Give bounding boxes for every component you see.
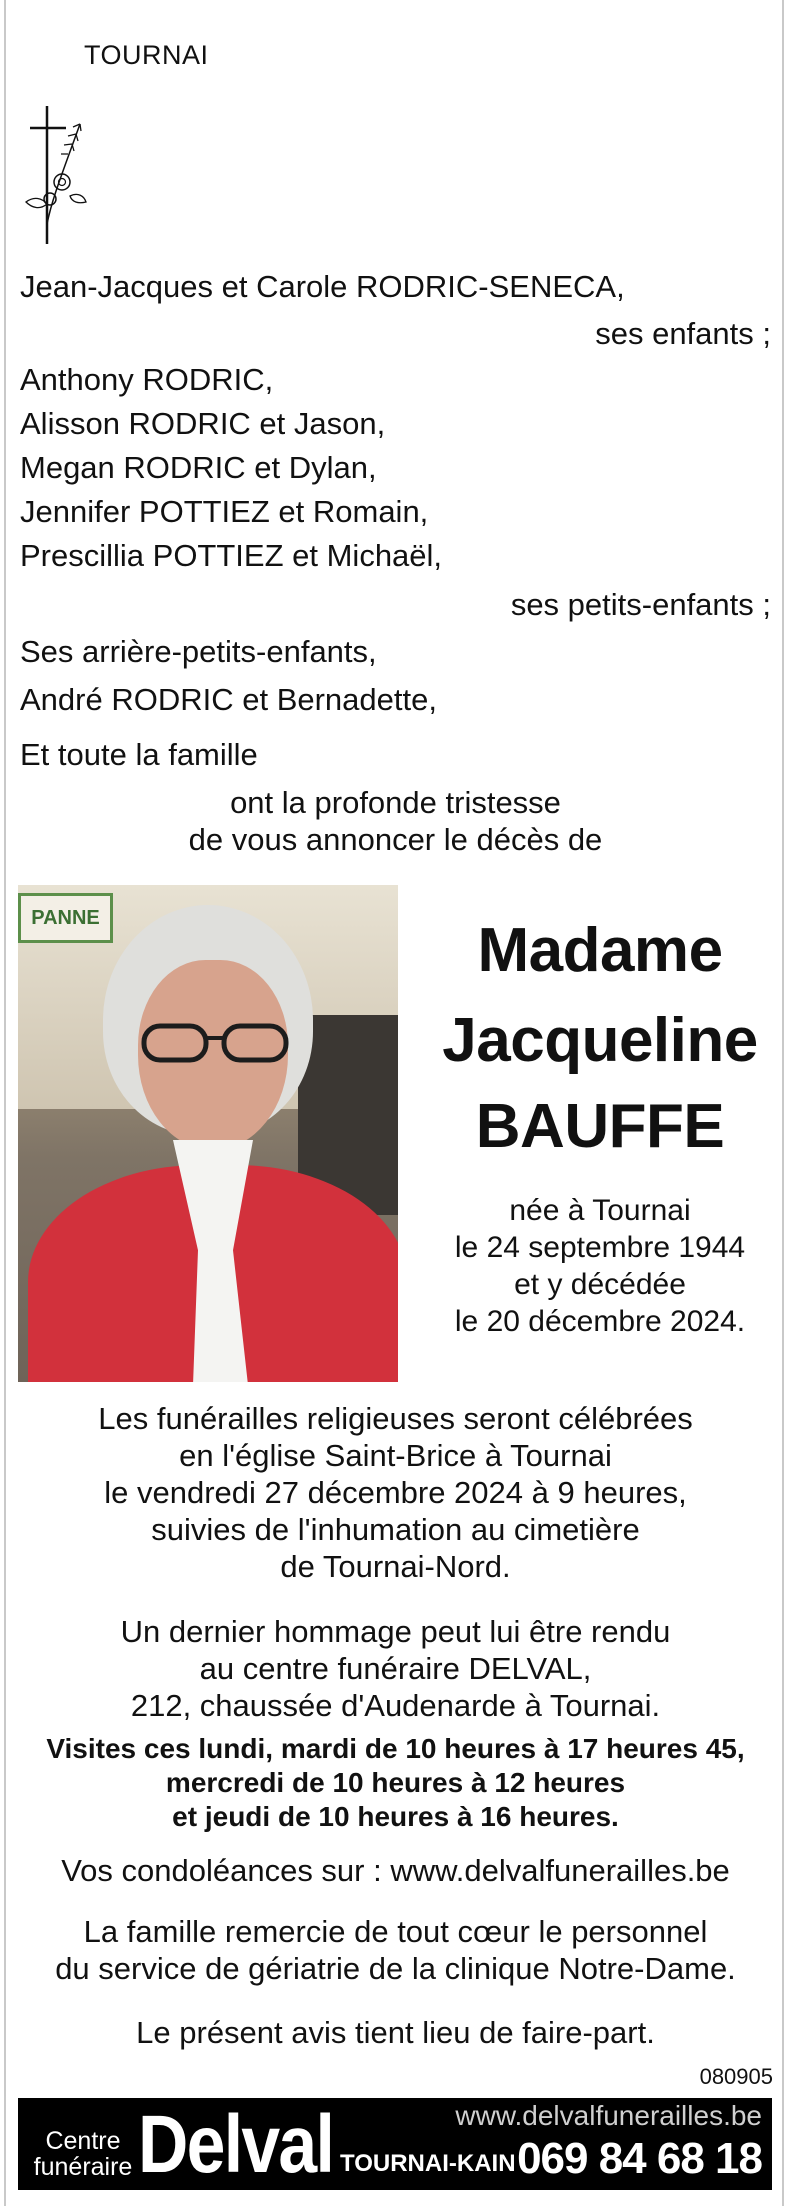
grandchild-name: Prescillia POTTIEZ et Michaël, bbox=[20, 538, 443, 573]
tribute-line: Un dernier hommage peut lui être rendu bbox=[120, 1614, 671, 1649]
city-heading: TOURNAI bbox=[84, 40, 209, 70]
deceased-last-name: BAUFFE bbox=[475, 1092, 725, 1161]
sibling-line: André RODRIC et Bernadette, bbox=[20, 682, 437, 717]
children-names: Jean-Jacques et Carole RODRIC-SENECA, bbox=[20, 269, 625, 304]
visits-line: et jeudi de 10 heures à 16 heures. bbox=[172, 1801, 619, 1832]
thanks-info bbox=[0, 1913, 791, 1987]
tribute-info bbox=[0, 1613, 791, 1724]
grandchild-name: Megan RODRIC et Dylan, bbox=[20, 450, 377, 485]
children-relation: ses enfants ; bbox=[595, 316, 771, 351]
thanks-line: du service de gériatrie de la clinique Notre-Dame. bbox=[55, 1951, 736, 1986]
family-line: Et toute la famille bbox=[20, 737, 258, 772]
grandchildren-relation: ses petits-enfants ; bbox=[510, 587, 771, 622]
announcement-line-1: ont la profonde tristesse bbox=[230, 785, 561, 820]
phone-number[interactable]: 069 84 68 18 bbox=[517, 2134, 762, 2183]
funeral-line: de Tournai-Nord. bbox=[280, 1549, 511, 1584]
death-place: et y décédée bbox=[514, 1268, 686, 1301]
death-date: le 20 décembre 2024. bbox=[454, 1305, 746, 1338]
announcement-line-2: de vous annoncer le décès de bbox=[188, 822, 603, 857]
location-label: TOURNAI-KAIN bbox=[340, 2150, 516, 2177]
funeral-line: le vendredi 27 décembre 2024 à 9 heures, bbox=[104, 1475, 687, 1510]
visits-line: Visites ces lundi, mardi de 10 heures à 17 heures 45, bbox=[46, 1733, 745, 1764]
grandchild-name: Alisson RODRIC et Jason, bbox=[20, 406, 386, 441]
funeral-home-banner bbox=[18, 2098, 772, 2190]
funeral-line: suivies de l'inhumation au cimetière bbox=[151, 1512, 640, 1547]
grandchild-name: Anthony RODRIC, bbox=[20, 362, 274, 397]
deceased-title: Madame bbox=[477, 916, 723, 985]
cross-with-flower-icon bbox=[22, 104, 88, 246]
tribute-line: 212, chaussée d'Audenarde à Tournai. bbox=[130, 1688, 661, 1723]
thanks-line: La famille remercie de tout cœur le personnel bbox=[83, 1914, 708, 1949]
website-link[interactable]: www.delvalfunerailles.be bbox=[455, 2100, 762, 2131]
deceased-first-name: Jacqueline bbox=[442, 1006, 758, 1075]
funeral-line: Les funérailles religieuses seront célébrées bbox=[98, 1401, 693, 1436]
birth-place: née à Tournai bbox=[509, 1194, 691, 1227]
brand-logo: Delval bbox=[138, 2099, 334, 2190]
great-grandchildren-line: Ses arrière-petits-enfants, bbox=[20, 634, 377, 669]
visiting-hours bbox=[0, 1732, 791, 1834]
centre-funeraire-label bbox=[28, 2128, 138, 2180]
notice-line: Le présent avis tient lieu de faire-part. bbox=[136, 2015, 655, 2050]
deceased-photo bbox=[18, 885, 398, 1382]
reference-number: 080905 bbox=[699, 2064, 773, 2089]
photo-sign: PANNE bbox=[18, 893, 113, 943]
visits-line: mercredi de 10 heures à 12 heures bbox=[165, 1767, 626, 1798]
funeral-info bbox=[0, 1400, 791, 1585]
centre-label-line: funéraire bbox=[33, 2153, 133, 2181]
funeral-line: en l'église Saint-Brice à Tournai bbox=[179, 1438, 612, 1473]
condolences-line: Vos condoléances sur : www.delvalfunerailles.be bbox=[61, 1853, 730, 1888]
centre-label-line: Centre bbox=[45, 2127, 121, 2155]
grandchild-name: Jennifer POTTIEZ et Romain, bbox=[20, 494, 429, 529]
birth-death-info bbox=[420, 1192, 780, 1340]
birth-date: le 24 septembre 1944 bbox=[454, 1231, 746, 1264]
tribute-line: au centre funéraire DELVAL, bbox=[199, 1651, 592, 1686]
